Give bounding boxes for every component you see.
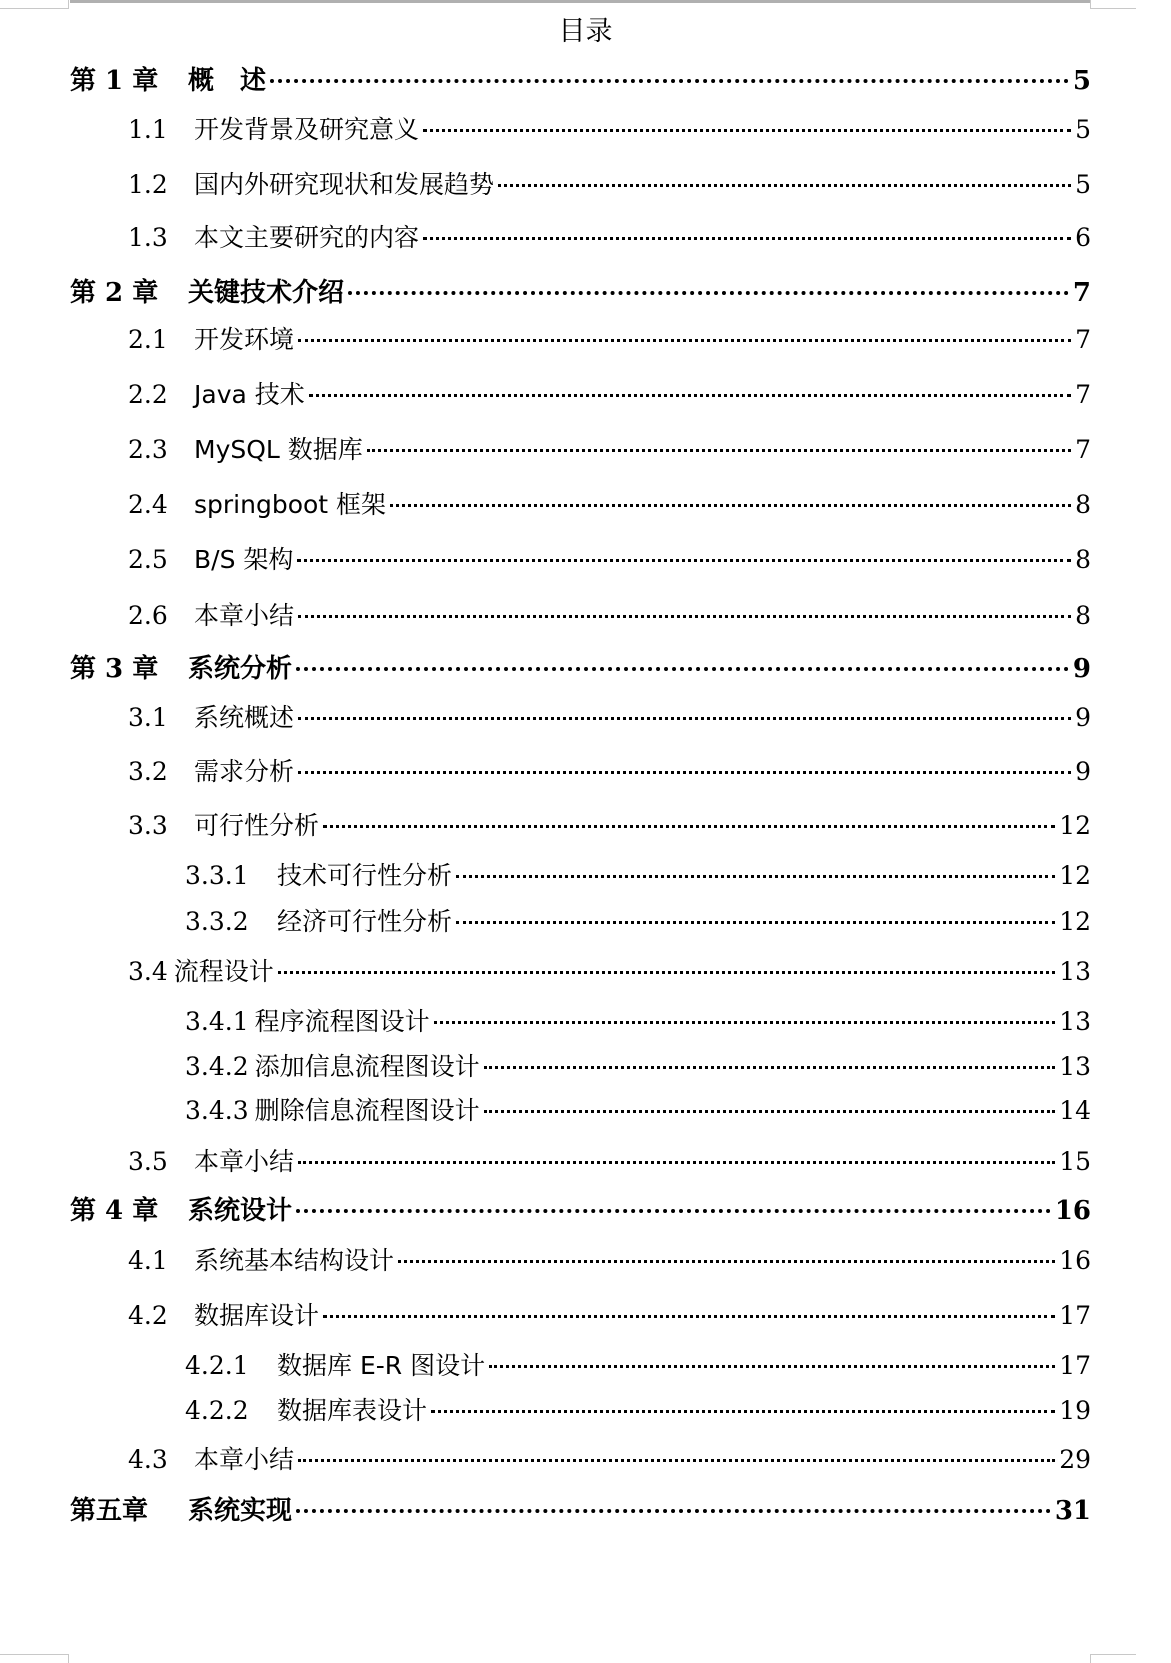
toc-entry-title: 系统基本结构设计 [194, 1246, 395, 1275]
toc-entry-number: 3.4.2 [185, 1052, 249, 1081]
toc-entry-title: MySQL 数据库 [194, 435, 363, 464]
toc-dot-leader [296, 1209, 1051, 1213]
toc-page-number: 5 [1075, 170, 1091, 199]
toc-section-entry[interactable] [128, 165, 1091, 201]
toc-dot-leader [270, 79, 1069, 83]
toc-section-entry[interactable] [185, 1047, 1091, 1083]
toc-dot-leader [489, 1365, 1055, 1368]
toc-page-number: 14 [1059, 1096, 1091, 1125]
toc-page-number: 5 [1072, 66, 1091, 96]
toc-dot-leader [323, 825, 1055, 828]
toc-page-number: 29 [1059, 1445, 1091, 1474]
toc-dot-leader [498, 184, 1071, 187]
toc-dot-leader [367, 449, 1071, 452]
toc-entry-number: 3.4.1 [185, 1007, 249, 1036]
toc-dot-leader [297, 559, 1071, 562]
toc-page-number: 5 [1075, 115, 1091, 144]
toc-dot-leader [298, 1161, 1055, 1164]
toc-entry-title: 系统实现 [188, 1496, 293, 1526]
toc-entry-number: 2.6 [128, 601, 168, 630]
toc-page-number: 7 [1075, 325, 1091, 354]
toc-entry-title: 删除信息流程图设计 [254, 1096, 480, 1125]
toc-title: 目录 [558, 16, 613, 47]
toc-page-number: 16 [1054, 1196, 1091, 1226]
toc-page-number: 6 [1075, 223, 1091, 252]
toc-section-entry[interactable] [128, 110, 1091, 146]
toc-page-number: 7 [1072, 278, 1091, 308]
toc-chapter-entry[interactable] [70, 60, 1091, 97]
toc-entry-number: 4.2.2 [185, 1396, 249, 1425]
toc-section-entry[interactable] [185, 856, 1091, 892]
toc-dot-leader [423, 237, 1071, 240]
toc-section-entry[interactable] [128, 806, 1091, 842]
toc-entry-title: springboot 框架 [194, 490, 387, 519]
toc-entry-number: 3.5 [128, 1147, 168, 1176]
toc-dot-leader [278, 971, 1055, 974]
toc-entry-title: 国内外研究现状和发展趋势 [194, 170, 495, 199]
toc-entry-title: 技术可行性分析 [277, 861, 453, 890]
toc-section-entry[interactable] [128, 952, 1091, 988]
toc-section-entry[interactable] [128, 430, 1091, 466]
toc-entry-title: 开发背景及研究意义 [194, 115, 420, 144]
toc-entry-number: 2.5 [128, 545, 168, 574]
toc-page-number: 12 [1059, 811, 1091, 840]
toc-entry-title: Java 技术 [194, 380, 305, 409]
toc-entry-number: 1.2 [128, 170, 168, 199]
toc-entry-number: 4.3 [128, 1445, 168, 1474]
toc-chapter-entry[interactable] [70, 648, 1091, 685]
toc-section-entry[interactable] [185, 1002, 1091, 1038]
toc-entry-title: 系统分析 [188, 654, 293, 684]
toc-entry-number: 3.3 [128, 811, 168, 840]
toc-entry-title: 系统设计 [188, 1196, 293, 1226]
toc-page-number: 9 [1075, 703, 1091, 732]
toc-entry-number: 第五章 [70, 1496, 149, 1526]
toc-page-number: 12 [1059, 861, 1091, 890]
toc-entry-number: 2.4 [128, 490, 168, 519]
toc-entry-number: 第 4 章 [70, 1196, 159, 1226]
toc-entry-title: 程序流程图设计 [254, 1007, 430, 1036]
toc-entry-title: 数据库设计 [194, 1301, 320, 1330]
toc-entry-title: 本文主要研究的内容 [194, 223, 420, 252]
toc-section-entry[interactable] [128, 540, 1091, 576]
toc-dot-leader [398, 1260, 1055, 1263]
toc-entry-title: 概 述 [188, 66, 267, 96]
toc-entry-number: 2.1 [128, 325, 168, 354]
toc-entry-number: 2.2 [128, 380, 168, 409]
toc-dot-leader [298, 339, 1071, 342]
toc-page-number: 7 [1075, 380, 1091, 409]
toc-dot-leader [298, 1459, 1055, 1462]
toc-entry-number: 第 1 章 [70, 66, 159, 96]
page-top-edge [70, 0, 1090, 3]
toc-page-number: 19 [1059, 1396, 1091, 1425]
toc-section-entry[interactable] [128, 485, 1091, 521]
toc-chapter-entry[interactable] [70, 272, 1091, 309]
toc-dot-leader [484, 1066, 1056, 1069]
toc-entry-title: 流程设计 [173, 957, 274, 986]
toc-page-number: 7 [1075, 435, 1091, 464]
toc-page-number: 17 [1059, 1351, 1091, 1380]
toc-section-entry[interactable] [128, 320, 1091, 356]
toc-dot-leader [434, 1021, 1056, 1024]
toc-entry-number: 3.3.1 [185, 861, 249, 890]
toc-entry-number: 4.2.1 [185, 1351, 249, 1380]
toc-page-number: 13 [1059, 1007, 1091, 1036]
toc-dot-leader [296, 667, 1069, 671]
toc-page-number: 12 [1059, 907, 1091, 936]
toc-dot-leader [348, 291, 1069, 295]
toc-entry-number: 3.2 [128, 757, 168, 786]
toc-entry-number: 1.1 [128, 115, 168, 144]
toc-section-entry[interactable] [128, 375, 1091, 411]
toc-entry-title: 关键技术介绍 [188, 278, 345, 308]
toc-page-number: 15 [1059, 1147, 1091, 1176]
toc-entry-title: 添加信息流程图设计 [254, 1052, 480, 1081]
toc-entry-title: 数据库表设计 [277, 1396, 428, 1425]
toc-dot-leader [309, 394, 1071, 397]
toc-dot-leader [431, 1410, 1055, 1413]
toc-dot-leader [298, 615, 1071, 618]
toc-section-entry[interactable] [185, 1091, 1091, 1127]
toc-section-entry[interactable] [128, 1296, 1091, 1332]
toc-section-entry[interactable] [128, 1241, 1091, 1277]
toc-section-entry[interactable] [128, 596, 1091, 632]
toc-entry-title: 数据库 E-R 图设计 [277, 1351, 486, 1380]
toc-entry-title: 本章小结 [194, 1445, 295, 1474]
toc-entry-number: 第 3 章 [70, 654, 159, 684]
toc-page-number: 8 [1075, 545, 1091, 574]
toc-page-number: 9 [1075, 757, 1091, 786]
toc-page-number: 16 [1059, 1246, 1091, 1275]
toc-section-entry[interactable] [128, 752, 1091, 788]
toc-entry-title: 可行性分析 [194, 811, 320, 840]
toc-entry-number: 3.3.2 [185, 907, 249, 936]
toc-entry-number: 1.3 [128, 223, 168, 252]
toc-page-number: 13 [1059, 1052, 1091, 1081]
toc-page-number: 31 [1054, 1496, 1091, 1526]
toc-entry-number: 3.4 [128, 957, 168, 986]
toc-section-entry[interactable] [128, 1142, 1091, 1178]
toc-entry-number: 第 2 章 [70, 278, 159, 308]
crop-mark-top-left [0, 0, 69, 9]
toc-page-number: 8 [1075, 490, 1091, 519]
toc-chapter-entry[interactable] [70, 1490, 1091, 1527]
toc-page-number: 8 [1075, 601, 1091, 630]
toc-section-entry[interactable] [128, 698, 1091, 734]
toc-dot-leader [390, 504, 1071, 507]
toc-dot-leader [296, 1509, 1051, 1513]
toc-page-number: 13 [1059, 957, 1091, 986]
toc-section-entry[interactable] [128, 1440, 1091, 1476]
toc-entry-title: 经济可行性分析 [277, 907, 453, 936]
toc-entry-title: 系统概述 [194, 703, 295, 732]
toc-section-entry[interactable] [185, 1391, 1091, 1427]
toc-entry-number: 3.1 [128, 703, 168, 732]
toc-section-entry[interactable] [185, 902, 1091, 938]
toc-entry-number: 4.1 [128, 1246, 168, 1275]
toc-entry-number: 4.2 [128, 1301, 168, 1330]
toc-dot-leader [298, 771, 1071, 774]
toc-section-entry[interactable] [185, 1346, 1091, 1382]
toc-dot-leader [456, 921, 1055, 924]
toc-entry-title: 本章小结 [194, 1147, 295, 1176]
toc-dot-leader [298, 717, 1071, 720]
crop-mark-top-right [1090, 0, 1136, 9]
toc-entry-title: B/S 架构 [194, 545, 294, 574]
toc-entry-number: 2.3 [128, 435, 168, 464]
toc-entry-title: 开发环境 [194, 325, 295, 354]
toc-section-entry[interactable] [128, 218, 1091, 254]
toc-page-number: 9 [1072, 654, 1091, 684]
toc-entry-title: 本章小结 [194, 601, 295, 630]
toc-dot-leader [484, 1110, 1056, 1113]
toc-dot-leader [456, 875, 1055, 878]
toc-dot-leader [323, 1315, 1055, 1318]
toc-chapter-entry[interactable] [70, 1190, 1091, 1227]
toc-entry-title: 需求分析 [194, 757, 295, 786]
toc-dot-leader [423, 129, 1071, 132]
toc-page-number: 17 [1059, 1301, 1091, 1330]
toc-entry-number: 3.4.3 [185, 1096, 249, 1125]
